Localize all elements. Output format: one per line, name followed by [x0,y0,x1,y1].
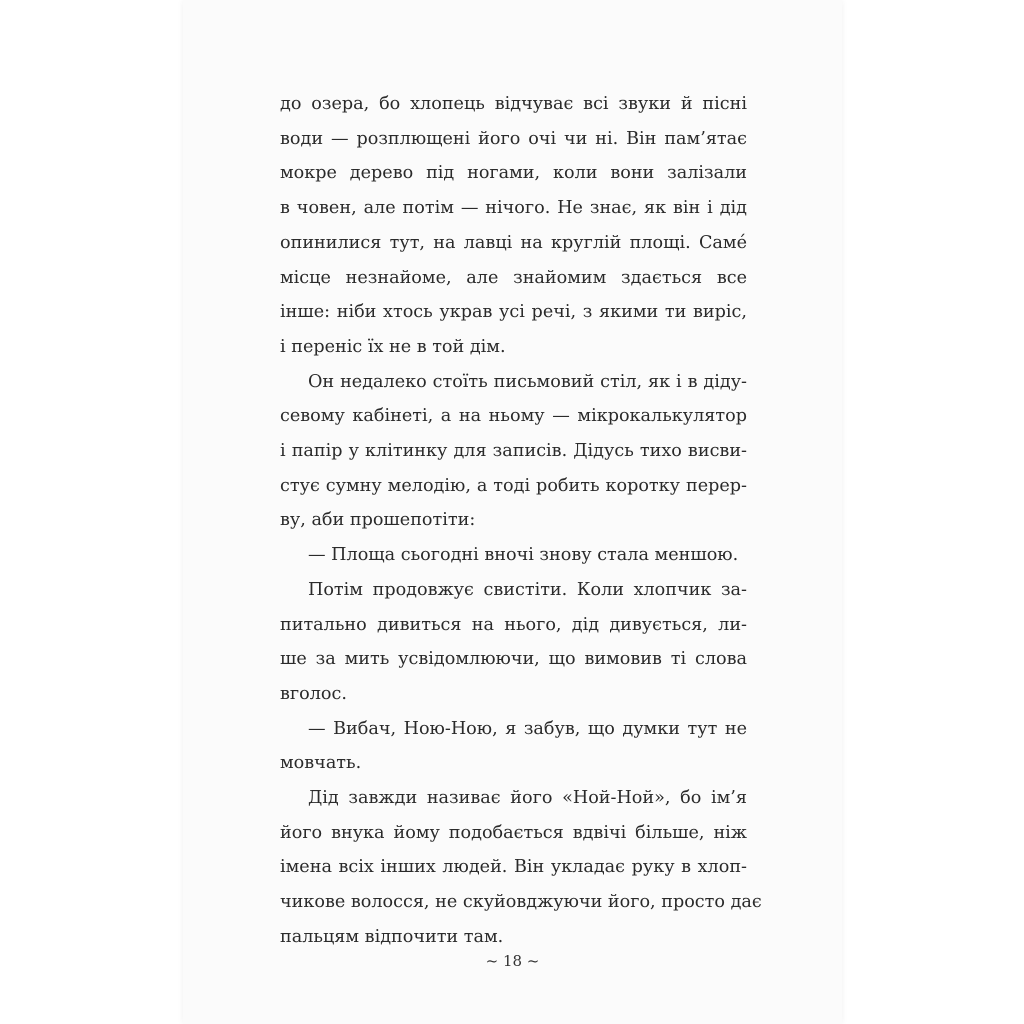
page-number: ~ 18 ~ [485,952,540,970]
text-line: — Вибач, Ною-Ною, я забув, що думки тут не [308,718,747,739]
text-line: пальцям відпочити там. [280,926,504,947]
text-line: вголос. [280,683,347,704]
text-line: ше за мить усвідомлюючи, що вимовив ті слова [280,649,747,670]
text-line: в човен, але потім — нічого. Не знає, як він і дід [280,198,747,219]
paragraph [280,538,747,573]
text-line: питально дивиться на нього, дід дивується, ли- [280,614,747,635]
text-line: і переніс їх не в той дім. [280,336,506,357]
text-line: інше: ніби хтось украв усі речі, з якими ти виріс, [280,302,747,323]
text-line: ву, аби прошепотіти: [280,510,476,531]
paragraph [280,781,762,955]
text-line: місце незнайоме, але знайомим здається все [280,267,747,288]
text-line: Дід завжди називає його «Ной-Ной», бо ім’я [308,788,747,809]
paragraph [280,573,747,712]
text-line: мокре дерево під ногами, коли вони залізали [280,163,747,184]
text-line: севому кабінеті, а на ньому — мікрокалькулятор [280,406,747,427]
text-line: води — розплющені його очі чи ні. Він пам’ятає [280,128,747,149]
text-line: Он недалеко стоїть письмовий стіл, як і в діду- [308,371,747,392]
paragraph [280,712,747,781]
paragraph [280,87,747,365]
paragraph [280,365,747,539]
text-line: мовчать. [280,753,362,774]
text-line: до озера, бо хлопець відчуває всі звуки й пісні [280,94,747,114]
text-line: опинилися тут, на лавці на круглій площі. Самé [280,232,747,253]
book-page [183,0,842,1024]
text-line: — Площа сьогодні вночі знову стала меншою. [308,545,739,566]
text-line: Потім продовжує свистіти. Коли хлопчик за- [308,579,747,600]
text-line: і папір у клітинку для записів. Дідусь тихо висви- [280,441,747,462]
text-line: чикове волосся, не скуйовджуючи його, просто дає [280,892,762,913]
text-line: імена всіх інших людей. Він укладає руку в хлоп- [280,857,747,878]
text-line: стує сумну мелодію, а тоді робить коротку перер- [280,475,747,496]
body-text [280,87,762,955]
text-line: його внука йому подобається вдвічі більше, ніж [280,822,747,843]
